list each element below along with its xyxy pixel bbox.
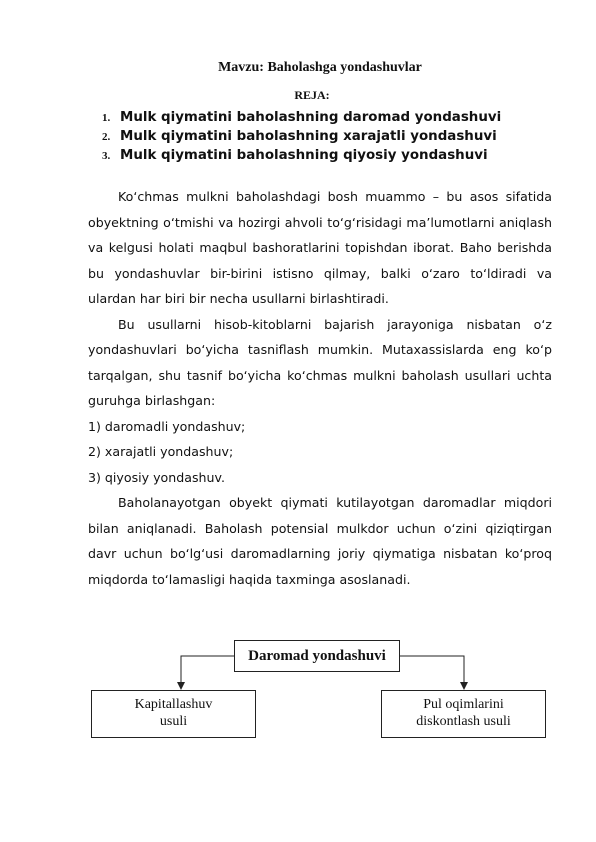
plan-item-number: 1. [102,112,111,124]
diagram-right-label-line2: diskontlash usuli [416,714,511,729]
plan-item-number: 2. [102,131,111,143]
plan-item-text: Mulk qiymatini baholashning daromad yondashuvi [120,110,502,125]
plan-item [102,127,501,146]
plan-item [102,146,501,165]
paragraph-3: Baholanayotgan obyekt qiymati kutilayotgan daromadlar miqdori bilan aniqlanadi. Baholash potensial mulkdor uchun o‘zini qiziqtirgan davr uchun bo‘lg‘usi daromadlarning joriy qiymatiga nisbatan ko‘proq miqdorda to‘lamasligi haqida taxminga asoslanadi. [88,495,552,587]
approach-item: 2) xarajatli yondashuv; [88,444,234,459]
arrow-left [177,682,185,690]
plan-item [102,108,501,127]
diagram-left-box [91,690,256,738]
arrow-right [460,682,468,690]
paragraph-2: Bu usullarni hisob-kitoblarni bajarish jarayoniga nisbatan o‘z yondashuvlari bo‘yicha tasniflash mumkin. Mutaxassislarda eng ko‘p tarqalgan, shu tasnif bo‘yicha ko‘chmas mulkni baholash usullari uchta guruhga birlashgan: [88,316,552,408]
approach-item: 1) daromadli yondashuv; [88,418,246,434]
connector-left [181,656,234,688]
approach-item: 3) qiyosiy yondashuv. [88,469,225,485]
plan-item-number: 3. [102,150,111,162]
plan-item-text: Mulk qiymatini baholashning xarajatli yondashuvi [120,129,497,144]
diagram-right-label-line1: Pul oqimlarini [423,697,504,712]
diagram-left-label-line2: usuli [159,714,188,729]
plan-label: REJA: [294,88,330,102]
plan-list [102,108,501,165]
diagram-root-box [234,640,400,672]
document-title: Mavzu: Baholashga yondashuvlar [218,60,422,75]
connector-right [400,656,464,688]
paragraph-1: Ko‘chmas mulkni baholashdagi bosh muammo – bu asos sifatida obyektning o‘tmishi va hozirgi ahvoli to‘g‘risidagi ma’lumotlarni aniqlash va kelgusi holati maqbul bashoratlarini topishdan iborat. Baho berishda bu yondashuvlar bir-birini istisno qilmay, balki o‘zaro to‘ldiradi va ulardan har biri bir necha usullarni birlashtiradi. [88,189,552,306]
diagram-root-label: Daromad yondashuvi [248,648,386,664]
diagram-right-box [381,690,546,738]
diagram-left-label-line1: Kapitallashuv [134,697,213,712]
plan-item-text: Mulk qiymatini baholashning qiyosiy yondashuvi [120,148,488,163]
body-text [88,184,552,592]
